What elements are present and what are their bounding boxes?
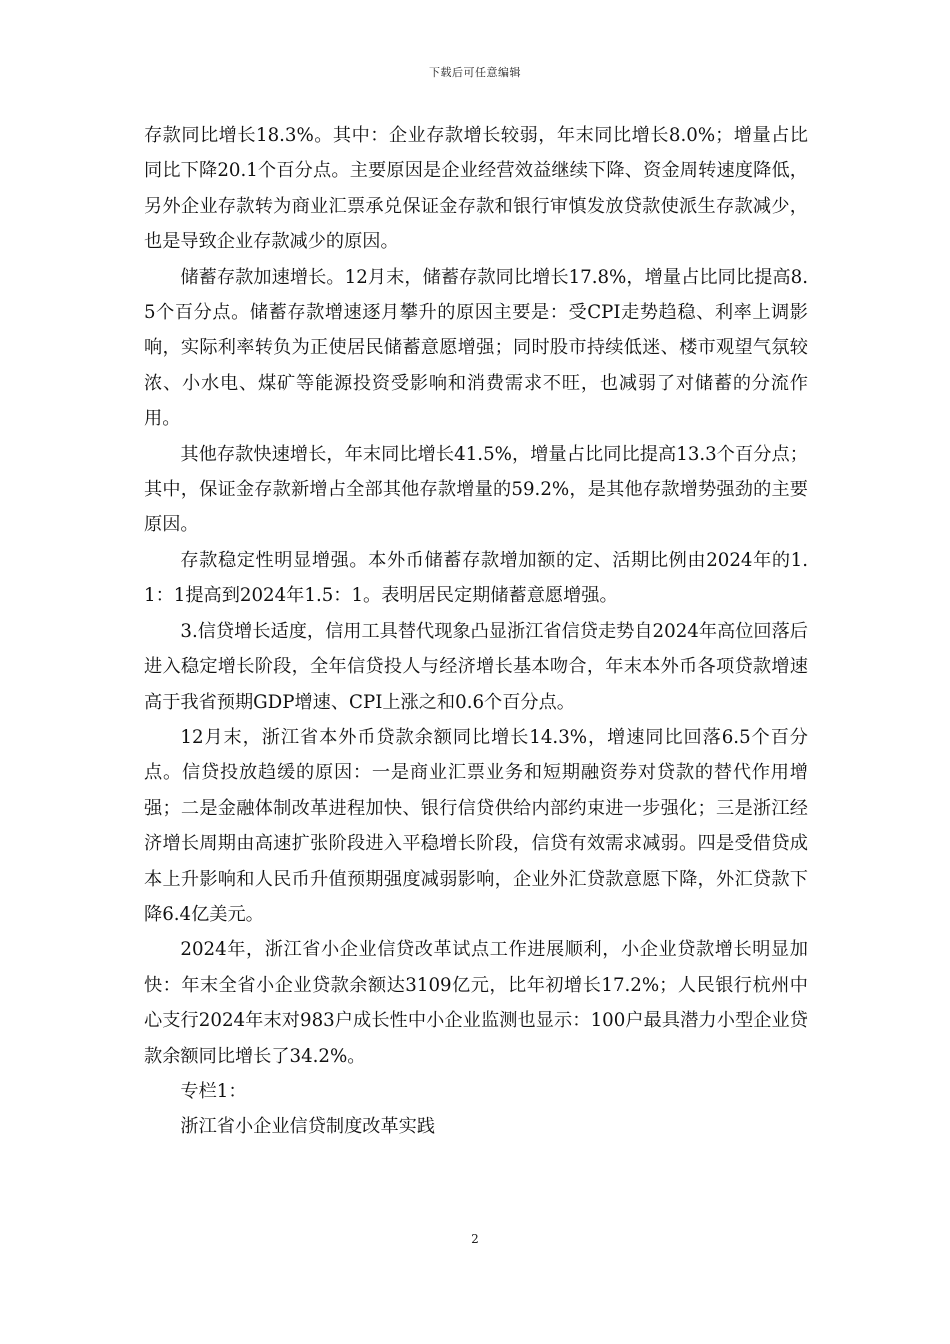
column-label: 专栏1： xyxy=(180,1080,247,1102)
document-body xyxy=(144,118,808,1145)
paragraph-5: 3.信贷增长适度，信用工具替代现象凸显浙江省信贷走势自2024年高位回落后进入稳定增长阶段，全年信贷投人与经济增长基本吻合，年末本外币各项贷款增速高于我省预期GDP增速、CPI上涨之和0.6个百分点。 xyxy=(144,620,808,713)
paragraph-4: 存款稳定性明显增强。本外币储蓄存款增加额的定、活期比例由2024年的1.1：1提高到2024年1.5：1。表明居民定期储蓄意愿增强。 xyxy=(144,549,808,607)
page-header: 下载后可任意编辑 xyxy=(429,66,521,79)
paragraph-7: 2024年，浙江省小企业信贷改革试点工作进展顺利，小企业贷款增长明显加快：年末全省小企业贷款余额达3109亿元，比年初增长17.2%；人民银行杭州中心支行2024年末对983户成长性中小企业监测也显示：100户最具潜力小型企业贷款余额同比增长了34.2%。 xyxy=(144,939,808,1067)
paragraph-3: 其他存款快速增长，年末同比增长41.5%，增量占比同比提高13.3个百分点；其中，保证金存款新增占全部其他存款增量的59.2%，是其他存款增势强劲的主要原因。 xyxy=(144,443,808,536)
column-title: 浙江省小企业信贷制度改革实践 xyxy=(180,1116,436,1138)
paragraph-2: 储蓄存款加速增长。12月末，储蓄存款同比增长17.8%，增量占比同比提高8.5个百分点。储蓄存款增速逐月攀升的原因主要是：受CPI走势趋稳、利率上调影响，实际利率转负为正使居民储蓄意愿增强；同时股市持续低迷、楼市观望气氛较浓、小水电、煤矿等能源投资受影响和消费需求不旺，也减弱了对储蓄的分流作用。 xyxy=(144,266,808,430)
paragraph-1: 存款同比增长18.3%。其中：企业存款增长较弱，年末同比增长8.0%；增量占比同比下降20.1个百分点。主要原因是企业经营效益继续下降、资金周转速度降低，另外企业存款转为商业汇票承兑保证金存款和银行审慎发放贷款使派生存款减少，也是导致企业存款减少的原因。 xyxy=(144,125,808,253)
paragraph-6: 12月末，浙江省本外币贷款余额同比增长14.3%，增速同比回落6.5个百分点。信贷投放趋缓的原因：一是商业汇票业务和短期融资券对贷款的替代作用增强；二是金融体制改革进程加快、银行信贷供给内部约束进一步强化；三是浙江经济增长周期由高速扩张阶段进入平稳增长阶段，信贷有效需求减弱。四是受借贷成本上升影响和人民币升值预期强度减弱影响，企业外汇贷款意愿下降，外汇贷款下降6.4亿美元。 xyxy=(144,726,808,925)
page-number: 2 xyxy=(471,1232,479,1246)
